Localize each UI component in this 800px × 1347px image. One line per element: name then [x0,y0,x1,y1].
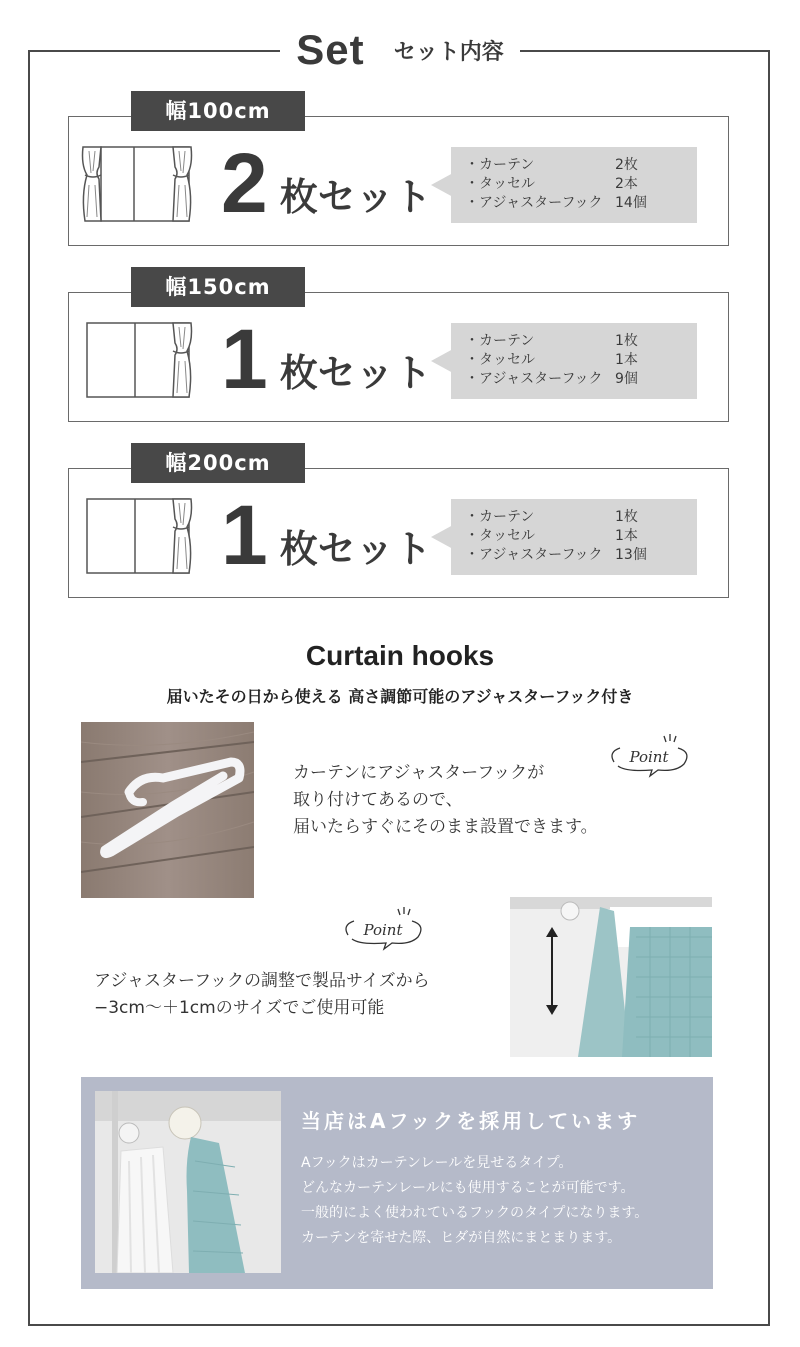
hooks-subtitle: 届いたその日から使える 高さ調節可能のアジャスターフック付き [166,687,634,706]
single-curtain-icon [79,497,195,577]
panel-body [301,1151,648,1251]
panel-title: 当店はAフックを採用しています [301,1109,641,1133]
point2-text [94,968,430,1022]
text-line: 一般的によく使われているフックのタイプになります。 [301,1205,649,1221]
text-line: アジャスターフックの調整で製品サイズから [94,971,430,991]
set-count-number: 2 [221,136,268,230]
item-qty: 2枚 [615,157,638,173]
item-name: ・アジャスターフック [465,547,603,563]
item-qty: 1枚 [615,509,638,525]
set-count-unit: 枚セット [279,175,432,219]
item-name: ・タッセル [465,176,535,192]
callout-pointer [431,173,453,197]
width-tab: 幅150cm [131,267,305,307]
set-box-200cm [68,451,729,598]
set-count-number: 1 [221,488,268,582]
set-box-100cm [68,99,729,246]
text-line: カーテンを寄せた際、ヒダが自然にまとまります。 [301,1230,622,1246]
item-qty: 14個 [615,195,647,211]
curtain-rail-photo [510,897,712,1057]
contents-row [465,527,683,546]
section-title-en: Set [296,26,365,73]
width-tab: 幅100cm [131,91,305,131]
double-curtain-icon [79,145,195,225]
callout-pointer [431,525,453,549]
item-name: ・カーテン [465,333,535,349]
item-qty: 2本 [615,176,638,192]
point-badge [340,905,426,951]
item-qty: 1本 [615,352,638,368]
section-header [0,26,800,76]
text-line: カーテンにアジャスターフックが [293,763,545,783]
width-tab: 幅200cm [131,443,305,483]
text-line: −3cm〜＋1cmのサイズでご使用可能 [94,998,385,1018]
adjuster-hook-photo [81,722,254,898]
a-hook-photo [95,1091,281,1273]
contents-row [465,194,683,213]
item-qty: 9個 [615,371,638,387]
contents-row [465,508,683,527]
set-count-unit: 枚セット [279,527,432,571]
item-name: ・タッセル [465,528,535,544]
point-badge [606,732,692,778]
callout-pointer [431,349,453,373]
a-hook-panel [81,1077,713,1289]
set-count [221,311,432,406]
item-qty: 13個 [615,547,647,563]
item-qty: 1本 [615,528,638,544]
contents-row [465,332,683,351]
contents-list [451,499,697,575]
text-line: どんなカーテンレールにも使用することが可能です。 [301,1180,635,1196]
contents-row [465,156,683,175]
contents-row [465,370,683,389]
contents-list [451,147,697,223]
contents-list [451,323,697,399]
text-line: 届いたらすぐにそのまま設置できます。 [293,817,598,837]
text-line: 取り付けてあるので、 [293,790,463,810]
set-box-150cm [68,275,729,422]
point1-text [293,760,598,841]
section-title-jp: セット内容 [393,39,504,65]
point-label: Point [363,921,403,939]
set-count [221,487,432,582]
single-curtain-icon [79,321,195,401]
hooks-title: Curtain hooks [305,640,495,671]
contents-row [465,351,683,370]
text-line: Aフックはカーテンレールを見せるタイプ。 [301,1155,573,1171]
contents-row [465,175,683,194]
item-name: ・タッセル [465,352,535,368]
point-label: Point [629,748,669,766]
item-name: ・カーテン [465,509,535,525]
set-count [221,135,432,230]
contents-row [465,546,683,565]
item-name: ・アジャスターフック [465,195,603,211]
set-count-number: 1 [221,312,268,406]
item-name: ・カーテン [465,157,535,173]
item-qty: 1枚 [615,333,638,349]
item-name: ・アジャスターフック [465,371,603,387]
set-count-unit: 枚セット [279,351,432,395]
